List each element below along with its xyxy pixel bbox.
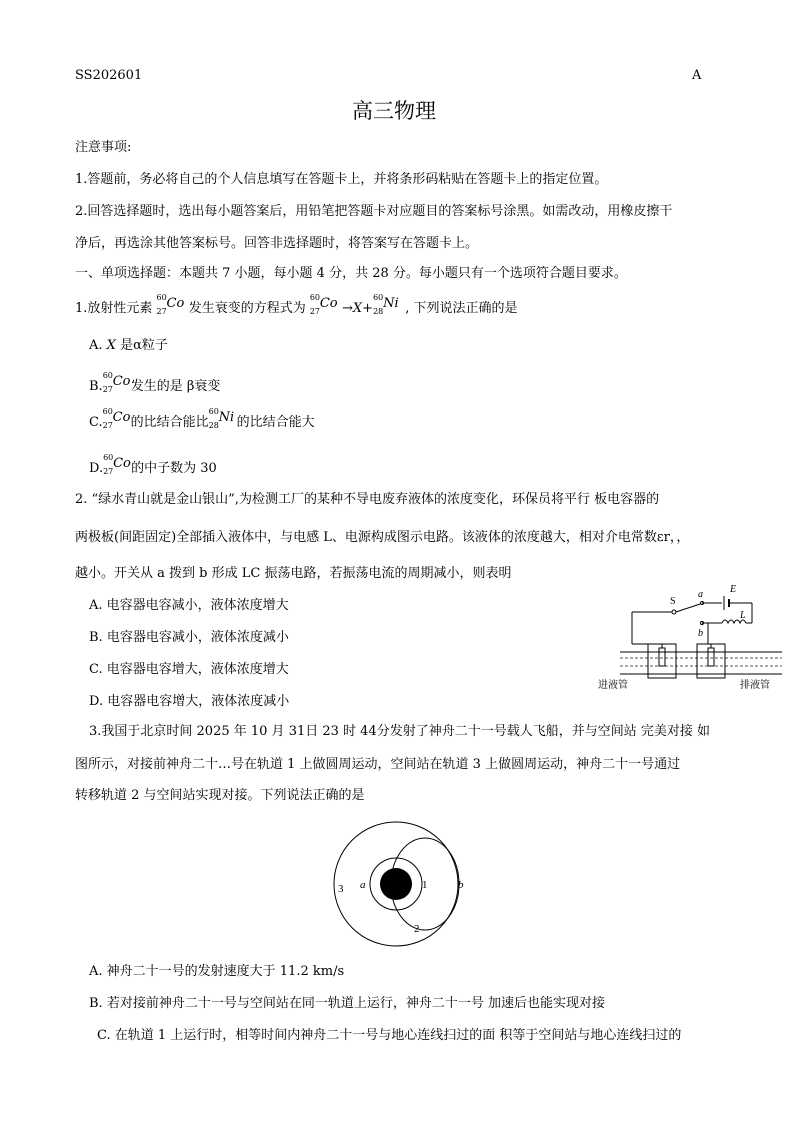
ni60-nuclide-c: 60 28 Ni — [208, 407, 235, 430]
label-outlet: 排液管 — [740, 680, 770, 691]
label-e: E — [730, 584, 737, 595]
notice-heading: 注意事项: — [75, 140, 132, 155]
earth — [380, 868, 412, 900]
page-title: 高三物理 — [352, 99, 436, 123]
q3-stem-line-1: 3.我国于北京时间 2025 年 10 月 31日 23 时 44分发射了神舟二十一号载人飞船，并与空间站 完美对接 如 — [89, 724, 710, 739]
capacitor-housing-left — [648, 644, 676, 678]
q2-option-a: A. 电容器电容减小，液体浓度增大 — [89, 598, 289, 613]
ni60-nuclide: 60 28 Ni — [373, 293, 399, 316]
orbit-figure — [328, 820, 468, 950]
label-l: L — [740, 610, 746, 621]
paper-version: A — [692, 68, 702, 83]
orbit-label-1: 1 — [422, 879, 428, 891]
q3-option-b: B. 若对接前神舟二十一号与空间站在同一轨道上运行，神舟二十一号 加速后也能实现对接 — [89, 996, 605, 1011]
q2-stem-line-1: 2. “绿水青山就是金山银山”,为检测工厂的某种不导电废弃液体的浓度变化，环保员将平行 板电容器的 — [75, 492, 660, 507]
q1-option-d: D. 60 27 Co 的中子数为 30 — [89, 453, 217, 476]
co60-nuclide-b: 60 27 Co — [102, 371, 131, 394]
q1-option-c: C. 60 27 Co 的比结合能比 60 28 Ni 的比结合能大 — [89, 407, 315, 430]
q2-option-d: D. 电容器电容增大，液体浓度减小 — [89, 694, 290, 709]
q2-stem-line-2: 两极板(间距固定)全部插入液体中，与电感 L、电源构成图示电路。该液体的浓度越大，相对介电常数εr，， — [75, 530, 690, 545]
orbit-label-3: 3 — [338, 883, 344, 895]
capacitor-plate-right — [708, 648, 714, 666]
q1-stem-a: 1.放射性元素 — [75, 301, 153, 316]
section-heading: 一、单项选择题：本题共 7 小题，每小题 4 分，共 28 分。每小题只有一个选项符合题目要求。 — [75, 266, 627, 281]
q3-option-c: C. 在轨道 1 上运行时，相等时间内神舟二十一号与地心连线扫过的面 积等于空间站与地心连线扫过的 — [97, 1028, 682, 1043]
notice-item-2-cont: 净后，再选涂其他答案标号。回答非选择题时，将答案写在答题卡上。 — [75, 236, 479, 251]
label-s: S — [670, 596, 676, 607]
capacitor-housing-right — [697, 644, 725, 678]
capacitor-plate-left — [659, 648, 665, 666]
arrow: → — [341, 301, 353, 316]
x-symbol: X — [352, 301, 363, 316]
q1-option-b: B. 60 27 Co 发生的是 β衰变 — [89, 371, 221, 394]
q1-stem — [75, 293, 518, 317]
label-a: a — [698, 589, 703, 600]
q3-option-a: A. 神舟二十一号的发射速度大于 11.2 km/s — [89, 964, 345, 979]
q2-option-b: B. 电容器电容减小，液体浓度减小 — [89, 630, 289, 645]
switch-blade — [676, 604, 700, 612]
co60-nuclide-d: 60 27 Co — [103, 453, 131, 476]
q2-stem-line-3: 越小。开关从 a 拨到 b 形成 LC 振荡电路，若振荡电流的周期减小，则表明 — [75, 566, 512, 581]
co60-nuclide-c: 60 27 Co — [102, 407, 131, 430]
orbit-label-2: 2 — [414, 923, 420, 935]
lc-circuit-figure — [592, 582, 787, 694]
q1-stem-c: , 下列说法正确的是 — [405, 301, 518, 316]
point-b-label: b — [458, 879, 464, 891]
label-b: b — [698, 628, 703, 639]
co60-nuclide-eq: 60 27 Co — [309, 293, 338, 316]
switch-pivot — [672, 610, 676, 614]
q3-stem-line-2: 图所示，对接前神舟二十…号在轨道 1 上做圆周运动，空间站在轨道 3 上做圆周运动，神舟二十一号通过 — [75, 757, 681, 772]
point-a-label: a — [360, 879, 366, 891]
q1-stem-b: 发生衰变的方程式为 — [188, 301, 306, 316]
q3-stem-line-3: 转移轨道 2 与空间站实现对接。下列说法正确的是 — [75, 788, 365, 803]
q1-option-a: A. X 是α粒子 — [89, 338, 168, 353]
label-inlet: 进液管 — [598, 680, 628, 691]
notice-item-2: 2.回答选择题时，选出每小题答案后，用铅笔把答题卡对应题目的答案标号涂黑。如需改动，用橡皮擦干 — [75, 204, 673, 219]
plus: + — [362, 301, 374, 316]
co60-nuclide: 60 27 Co — [156, 293, 185, 316]
exam-code: SS202601 — [75, 68, 143, 83]
notice-item-1: 1.答题前，务必将自己的个人信息填写在答题卡上，并将条形码粘贴在答题卡上的指定位置。 — [75, 172, 608, 187]
q2-option-c: C. 电容器电容增大，液体浓度增大 — [89, 662, 289, 677]
